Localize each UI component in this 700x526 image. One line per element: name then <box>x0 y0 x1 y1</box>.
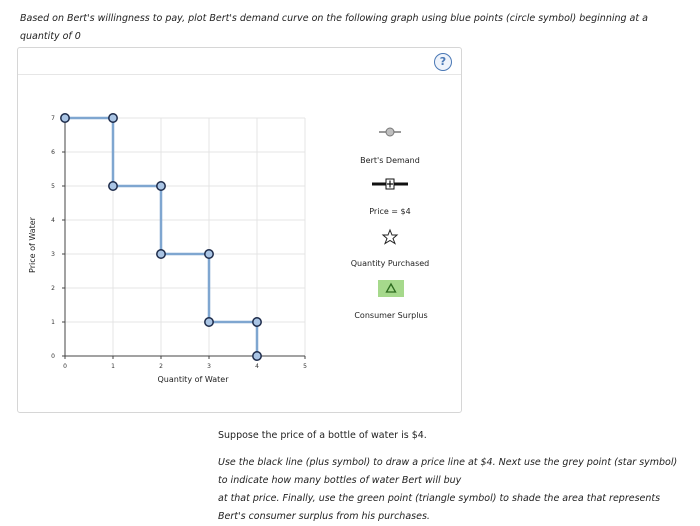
x-tick-label: 0 <box>63 363 67 370</box>
x-tick-label: 5 <box>303 363 307 370</box>
help-button[interactable]: ? <box>434 53 452 71</box>
y-tick-label: 7 <box>51 115 55 122</box>
demand-point[interactable] <box>253 318 261 326</box>
y-tick-label: 3 <box>51 251 55 258</box>
surplus-swatch <box>378 280 404 297</box>
chart-axes <box>62 118 305 359</box>
x-axis-title: Quantity of Water <box>157 375 229 384</box>
tick-labels <box>51 115 307 370</box>
graph-panel <box>17 47 462 413</box>
y-axis-title: Price of Water <box>28 217 37 273</box>
demand-point[interactable] <box>253 352 261 360</box>
demand-point[interactable] <box>157 250 165 258</box>
question-line-1: Use the black line (plus symbol) to draw a price line at $4. Next use the grey point (star symbol) to indicate how many bottles of water Bert will buy <box>218 457 678 486</box>
question-instructions <box>218 454 688 526</box>
demand-point[interactable] <box>109 114 117 122</box>
y-tick-label: 1 <box>51 319 55 326</box>
demand-point[interactable] <box>205 318 213 326</box>
x-tick-label: 3 <box>207 363 211 370</box>
question-prompt: Suppose the price of a bottle of water is $4. <box>218 430 427 441</box>
y-tick-label: 2 <box>51 285 55 292</box>
x-tick-label: 2 <box>159 363 163 370</box>
demand-point[interactable] <box>157 182 165 190</box>
legend-demand-label: Bert's Demand <box>360 156 420 165</box>
y-tick-label: 4 <box>51 217 55 224</box>
demand-chart[interactable] <box>18 48 463 414</box>
demand-point[interactable] <box>61 114 69 122</box>
legend-price-label: Price = $4 <box>369 207 411 216</box>
y-tick-label: 6 <box>51 149 55 156</box>
legend-price-tool[interactable] <box>369 179 410 216</box>
star-icon <box>383 230 397 244</box>
legend-demand-tool[interactable] <box>360 128 420 165</box>
circle-icon <box>386 128 394 136</box>
legend-quantity-label: Quantity Purchased <box>350 259 430 268</box>
legend-quantity-tool[interactable] <box>351 230 430 268</box>
instructions-line-1: Based on Bert's willingness to pay, plot Bert's demand curve on the following graph using blue points (circle symbol) beginning at a quantity of 0 <box>20 13 648 42</box>
x-tick-label: 1 <box>111 363 115 370</box>
legend-surplus-tool[interactable] <box>354 280 427 320</box>
x-tick-label: 4 <box>255 363 259 370</box>
chart-grid <box>65 118 305 356</box>
demand-point[interactable] <box>205 250 213 258</box>
y-tick-label: 5 <box>51 183 55 190</box>
legend-surplus-label: Consumer Surplus <box>354 311 428 320</box>
question-line-2: at that price. Finally, use the green point (triangle symbol) to shade the area that represents Bert's consumer surplus from his purchases. <box>218 493 661 522</box>
y-tick-label: 0 <box>51 353 55 360</box>
demand-point[interactable] <box>109 182 117 190</box>
